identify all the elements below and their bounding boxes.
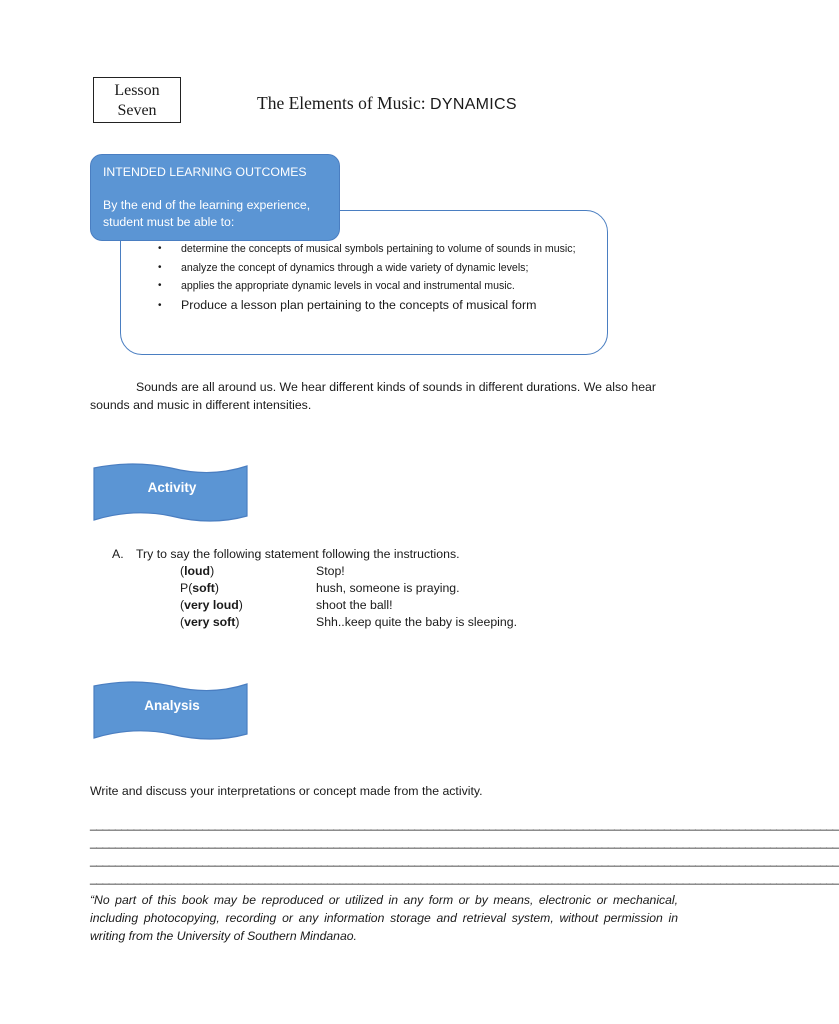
list-item	[158, 259, 588, 278]
outcome-text: analyze the concept of dynamics through a wide variety of dynamic levels;	[181, 261, 529, 274]
dynamic-level: soft	[192, 581, 215, 595]
list-item	[158, 277, 588, 296]
outcomes-list	[158, 240, 588, 315]
answer-line[interactable]: ________________________________________________________________________________________________________________________	[90, 853, 839, 867]
dynamic-level: loud	[184, 564, 211, 578]
activity-banner	[93, 462, 247, 522]
dynamic-suffix: )	[235, 615, 240, 629]
outcomes-heading-box	[90, 154, 340, 241]
lesson-label: Lesson	[114, 82, 160, 99]
analysis-label: Analysis	[144, 698, 200, 713]
instruction-number: A.	[112, 547, 124, 561]
activity-instruction	[112, 547, 460, 561]
page-title	[257, 93, 517, 114]
answer-line[interactable]: ________________________________________________________________________________________________________________________	[90, 817, 839, 831]
dynamic-suffix: )	[214, 581, 219, 595]
list-item	[158, 296, 588, 315]
dynamic-prefix: (	[180, 564, 185, 578]
table-row	[180, 564, 345, 578]
dynamic-suffix: )	[238, 598, 243, 612]
outcome-text: Produce a lesson plan pertaining to the concepts of musical form	[181, 297, 537, 312]
analysis-banner	[93, 680, 247, 740]
table-row	[180, 615, 517, 629]
bullet-icon: •	[158, 243, 162, 254]
list-item	[158, 240, 588, 259]
answer-line[interactable]: ________________________________________________________________________________________________________________________	[90, 871, 839, 885]
instruction-text: Try to say the following statement following the instructions.	[136, 547, 460, 561]
statement-text: shoot the ball!	[316, 598, 393, 612]
dynamic-prefix: (	[180, 615, 185, 629]
copyright-notice: “No part of this book may be reproduced or utilized in any form or by means, electronic or mechanical, including photocopying, recording or any information storage and retrieval system, without permission in writing from the University of Southern Mindanao.	[90, 893, 678, 943]
analysis-prompt: Write and discuss your interpretations or concept made from the activity.	[90, 784, 483, 798]
lesson-number: Seven	[117, 102, 157, 119]
title-emphasis: DYNAMICS	[430, 96, 517, 113]
dynamic-suffix: )	[210, 564, 215, 578]
title-prefix: The Elements of Music:	[257, 93, 431, 113]
outcomes-heading: INTENDED LEARNING OUTCOMES	[103, 165, 307, 179]
table-row	[180, 598, 393, 612]
answer-line[interactable]: ________________________________________________________________________________________________________________________	[90, 835, 839, 849]
outcomes-intro: By the end of the learning experience, student must be able to:	[103, 198, 311, 229]
dynamic-prefix: (	[180, 598, 185, 612]
dynamic-level: very soft	[184, 615, 236, 629]
bullet-icon: •	[158, 261, 162, 273]
intro-paragraph	[90, 379, 686, 414]
dynamic-prefix: P(	[180, 581, 193, 595]
dynamic-level: very loud	[184, 598, 239, 612]
statement-text: Shh..keep quite the baby is sleeping.	[316, 615, 517, 629]
lesson-number-box	[93, 77, 181, 123]
table-row	[180, 581, 460, 595]
bullet-icon: •	[158, 280, 162, 291]
outcome-text: applies the appropriate dynamic levels in vocal and instrumental music.	[181, 280, 515, 292]
statement-text: Stop!	[316, 564, 345, 578]
bullet-icon: •	[158, 299, 162, 311]
outcome-text: determine the concepts of musical symbols pertaining to volume of sounds in music;	[181, 243, 576, 255]
activity-label: Activity	[147, 480, 197, 495]
intro-text: Sounds are all around us. We hear different kinds of sounds in different durations. We also hear sounds and music in different intensities.	[90, 380, 656, 412]
statement-text: hush, someone is praying.	[316, 581, 460, 595]
